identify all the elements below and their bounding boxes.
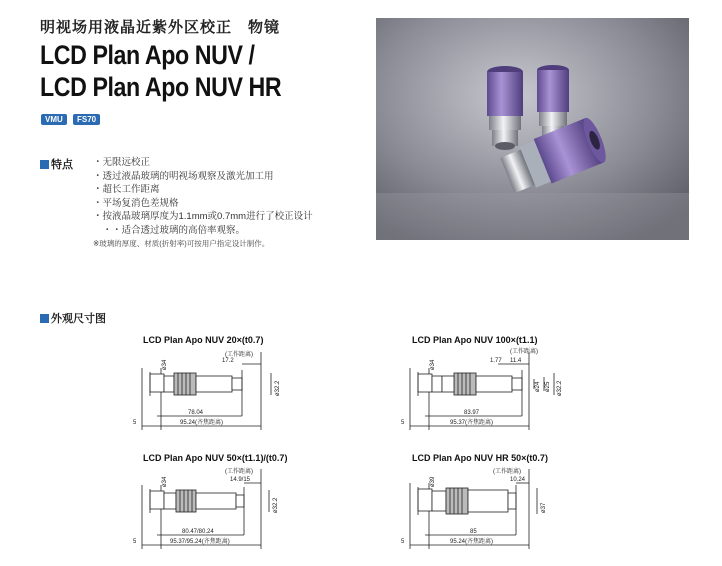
parfocal-value: 95.24(齐焦距离) — [450, 539, 494, 545]
diagram-label-100x: LCD Plan Apo NUV 100×(t1.1) — [412, 335, 538, 345]
wd-label: (工作距离) — [510, 349, 538, 355]
offset-value: 5 — [133, 420, 137, 426]
diagram-label-50x: LCD Plan Apo NUV 50×(t1.1)/(t0.7) — [143, 453, 288, 463]
features-note: ※玻璃的厚度、材质(折射率)可按用户指定设计制作。 — [93, 239, 270, 248]
left-dia: ø34 — [430, 359, 436, 370]
diagram-label-hr50x: LCD Plan Apo NUV HR 50×(t0.7) — [412, 453, 548, 463]
length-value: 85 — [470, 529, 477, 535]
left-dia: ø39 — [430, 476, 436, 487]
diagram-hr50x — [398, 463, 568, 555]
length-value: 78.04 — [188, 410, 204, 416]
length-value: 80.47/80.24 — [182, 529, 214, 535]
wd-value: 10.24 — [510, 477, 526, 483]
diagram-100x — [398, 346, 570, 436]
feature-item: ・无限远校正 — [93, 157, 151, 168]
diagram-label-20x: LCD Plan Apo NUV 20×(t0.7) — [143, 335, 264, 345]
feature-item: ・・适合透过玻璃的高倍率观察。 — [93, 224, 246, 236]
right-dia: ø24 — [535, 381, 541, 392]
length-value: 83.97 — [464, 410, 480, 416]
right-dia: ø32.2 — [275, 380, 281, 396]
wd-label: (工作距离) — [225, 352, 253, 358]
right-dia: ø37 — [541, 502, 547, 513]
wd-label: (工作距离) — [493, 469, 521, 475]
dimensions-heading: 外观尺寸图 — [40, 310, 106, 326]
left-dia: ø34 — [162, 359, 168, 370]
page-title-line2: LCD Plan Apo NUV HR — [40, 72, 282, 102]
page-title-line1: LCD Plan Apo NUV / — [40, 40, 255, 70]
parfocal-value: 95.37/95.24(齐焦距离) — [170, 539, 230, 545]
features-list — [93, 156, 313, 251]
wd-value: 17.2 — [222, 358, 234, 364]
right-dia: ø32.2 — [557, 380, 563, 396]
badge-fs70: FS70 — [73, 114, 100, 125]
wd-label: (工作距离) — [225, 469, 253, 475]
feature-item: ・超长工作距离 — [93, 184, 160, 195]
wd-value: 1.77 — [490, 358, 502, 364]
diagram-20x — [130, 346, 300, 436]
right-dia: ø32.2 — [273, 497, 279, 513]
offset-value: 5 — [401, 420, 405, 426]
lens-1 — [487, 66, 523, 150]
feature-item: ・按液晶玻璃厚度为1.1mm或0.7mm进行了校正设计 — [93, 211, 313, 222]
section-marker-icon — [40, 314, 49, 323]
section-marker-icon — [40, 160, 49, 169]
objective-lenses-photo — [376, 18, 689, 240]
parfocal-value: 95.37(齐焦距离) — [450, 420, 494, 426]
right-dia: ø25 — [545, 381, 551, 392]
page-subtitle: 明视场用液晶近紫外区校正 物镜 — [40, 19, 281, 36]
features-heading: 特点 — [40, 156, 73, 172]
parfocal-value: 95.24(齐焦距离) — [180, 420, 224, 426]
wd-value: 14.9/15 — [230, 477, 251, 483]
feature-item: ・平场复消色差规格 — [93, 197, 179, 209]
offset-value: 5 — [133, 539, 137, 545]
wd2-value: 11.4 — [510, 358, 522, 364]
badge-vmu: VMU — [41, 114, 67, 125]
left-dia: ø34 — [162, 476, 168, 487]
offset-value: 5 — [401, 539, 405, 545]
feature-item: ・透过液晶玻璃的明视场观察及激光加工用 — [93, 170, 274, 182]
diagram-50x — [130, 463, 300, 555]
